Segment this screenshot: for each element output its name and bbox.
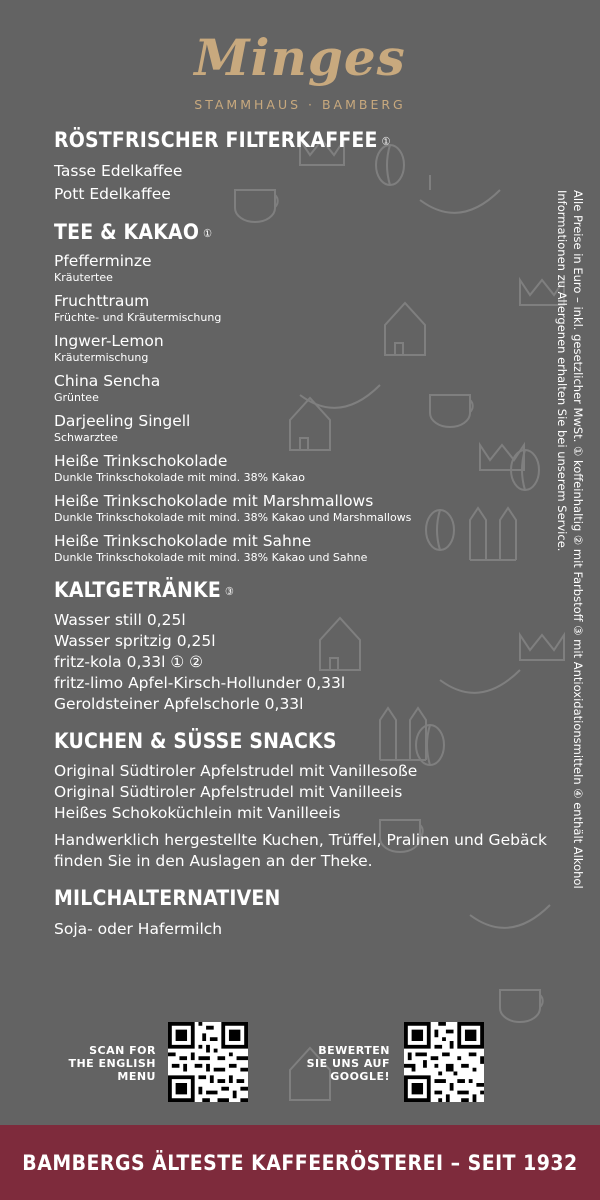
menu-item: fritz-kola 0,33l ① ②: [54, 653, 204, 671]
legend-line: Alle Preise in Euro – inkl. gesetzlicher MwSt. ① koffeinhaltig ② mit Farbstoff ③ mit Antioxidationsmitteln ④ enthält Alkohol: [571, 190, 585, 889]
menu: [54, 128, 554, 955]
qr-google-label: BEWERTEN SIE UNS AUF GOOGLE!: [306, 1044, 390, 1083]
section-title: TEE & KAKAO ①: [54, 220, 213, 244]
menu-item: China Sencha Grüntee: [54, 372, 161, 404]
qr-english-label: SCAN FOR THE ENGLISH MENU: [68, 1044, 156, 1083]
section-tee-kakao: [54, 220, 554, 564]
footer-banner: [0, 1125, 600, 1200]
menu-item: Geroldsteiner Apfelschorle 0,33l: [54, 695, 304, 713]
menu-item: Pott Edelkaffee: [54, 185, 171, 203]
legend-note: [554, 190, 586, 990]
menu-item: Heiße Trinkschokolade mit Sahne Dunkle Trinkschokolade mit mind. 38% Kakao und Sahne: [54, 532, 368, 564]
section-note: Handwerklich hergestellte Kuchen, Trüffel, Pralinen und Gebäck finden Sie in den Auslagen an der Theke.: [54, 831, 547, 870]
menu-item: Wasser still 0,25l: [54, 611, 186, 629]
menu-item: Original Südtiroler Apfelstrudel mit Vanilleeis: [54, 783, 403, 801]
coffee-cup-icon: [500, 990, 543, 1022]
qr-code-english[interactable]: [168, 1022, 248, 1102]
menu-item: Fruchttraum Früchte- und Kräutermischung: [54, 292, 222, 324]
qr-code-google[interactable]: [404, 1022, 484, 1102]
section-title: KALTGETRÄNKE ③: [54, 578, 235, 602]
menu-item: Pfefferminze Kräutertee: [54, 252, 152, 284]
footnote-marker: ①: [381, 134, 391, 148]
footnote-marker: ③: [224, 584, 235, 598]
section-kuchen: [54, 729, 554, 872]
menu-item: Heiße Trinkschokolade Dunkle Trinkschokolade mit mind. 38% Kakao: [54, 452, 306, 484]
section-filterkaffee: [54, 128, 554, 206]
menu-item: Darjeeling Singell Schwarztee: [54, 412, 191, 444]
menu-item: Original Südtiroler Apfelstrudel mit Vanillesoße: [54, 762, 418, 780]
legend-line: Informationen zu Allergenen erhalten Sie bei unserem Service.: [555, 190, 569, 552]
menu-item: Wasser spritzig 0,25l: [54, 632, 216, 650]
menu-item: Tasse Edelkaffee: [54, 162, 183, 180]
menu-item: Heiße Trinkschokolade mit Marshmallows Dunkle Trinkschokolade mit mind. 38% Kakao und Marshmallows: [54, 492, 412, 524]
footer-text: BAMBERGS ÄLTESTE KAFFEERÖSTEREI – SEIT 1932: [22, 1150, 578, 1175]
section-title: KUCHEN & SÜSSE SNACKS: [54, 729, 337, 753]
section-kaltgetraenke: [54, 578, 554, 715]
menu-item: Ingwer-Lemon Kräutermischung: [54, 332, 164, 364]
footnote-marker: ①: [203, 226, 213, 240]
menu-item: Soja- oder Hafermilch: [54, 920, 223, 938]
section-milchalternativen: [54, 886, 554, 941]
menu-item: fritz-limo Apfel-Kirsch-Hollunder 0,33l: [54, 674, 346, 692]
brand-logo: Minges: [194, 28, 406, 87]
section-title: RÖSTFRISCHER FILTERKAFFEE ①: [54, 128, 391, 152]
menu-item: Heißes Schokoküchlein mit Vanilleeis: [54, 804, 341, 822]
brand-subtitle: STAMMHAUS · BAMBERG: [194, 97, 406, 112]
section-title: MILCHALTERNATIVEN: [54, 886, 281, 910]
